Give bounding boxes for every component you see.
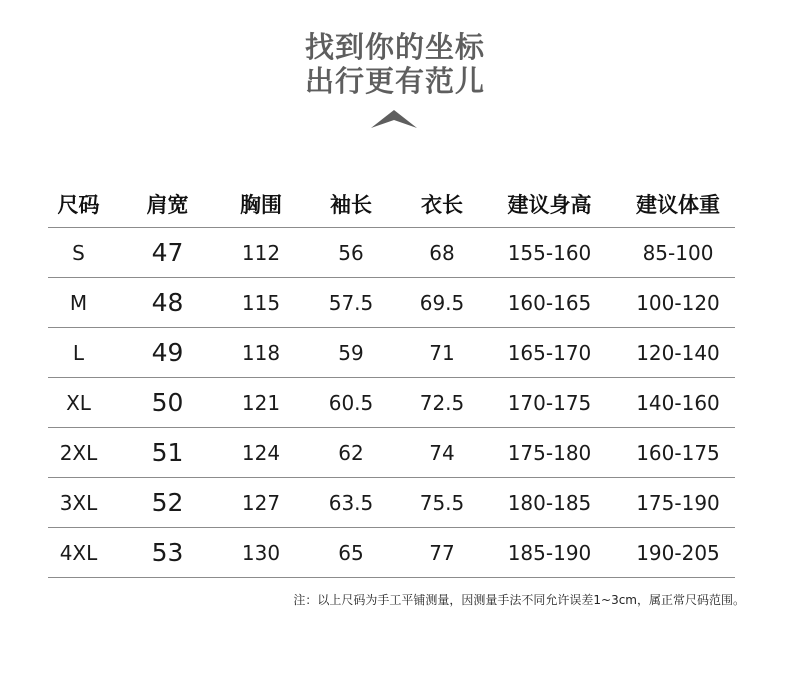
cell-weight: 85-100	[621, 228, 735, 278]
header-size: 尺码	[48, 180, 109, 228]
header-weight: 建议体重	[621, 180, 735, 228]
table-header-row	[48, 180, 735, 228]
cell-length: 75.5	[406, 478, 478, 528]
cell-chest: 124	[226, 428, 296, 478]
cell-size: 3XL	[48, 478, 109, 528]
cell-shoulder: 49	[109, 328, 226, 378]
table-row	[48, 328, 735, 378]
cell-height: 170-175	[478, 378, 621, 428]
cell-weight: 120-140	[621, 328, 735, 378]
cell-length: 68	[406, 228, 478, 278]
cell-size: S	[48, 228, 109, 278]
cell-height: 155-160	[478, 228, 621, 278]
chevron-up-icon	[371, 108, 417, 130]
table-row	[48, 478, 735, 528]
cell-height: 185-190	[478, 528, 621, 578]
header-shoulder: 肩宽	[109, 180, 226, 228]
cell-height: 165-170	[478, 328, 621, 378]
cell-sleeve: 65	[296, 528, 406, 578]
cell-size: XL	[48, 378, 109, 428]
table-row	[48, 278, 735, 328]
cell-size: M	[48, 278, 109, 328]
header-length: 衣长	[406, 180, 478, 228]
cell-sleeve: 57.5	[296, 278, 406, 328]
cell-weight: 100-120	[621, 278, 735, 328]
header-chest: 胸围	[226, 180, 296, 228]
cell-chest: 118	[226, 328, 296, 378]
cell-length: 72.5	[406, 378, 478, 428]
headline	[0, 30, 790, 98]
cell-shoulder: 52	[109, 478, 226, 528]
cell-weight: 140-160	[621, 378, 735, 428]
cell-size: 2XL	[48, 428, 109, 478]
cell-shoulder: 50	[109, 378, 226, 428]
header-height: 建议身高	[478, 180, 621, 228]
table-row	[48, 528, 735, 578]
cell-sleeve: 60.5	[296, 378, 406, 428]
cell-weight: 190-205	[621, 528, 735, 578]
cell-weight: 160-175	[621, 428, 735, 478]
cell-length: 77	[406, 528, 478, 578]
size-chart-table	[48, 180, 735, 578]
cell-chest: 115	[226, 278, 296, 328]
cell-length: 74	[406, 428, 478, 478]
cell-chest: 112	[226, 228, 296, 278]
cell-length: 69.5	[406, 278, 478, 328]
cell-shoulder: 51	[109, 428, 226, 478]
cell-length: 71	[406, 328, 478, 378]
cell-sleeve: 62	[296, 428, 406, 478]
cell-chest: 127	[226, 478, 296, 528]
cell-sleeve: 59	[296, 328, 406, 378]
cell-sleeve: 63.5	[296, 478, 406, 528]
cell-chest: 121	[226, 378, 296, 428]
cell-sleeve: 56	[296, 228, 406, 278]
table-body	[48, 228, 735, 578]
cell-shoulder: 48	[109, 278, 226, 328]
headline-line-2: 出行更有范儿	[304, 64, 485, 98]
cell-height: 160-165	[478, 278, 621, 328]
cell-weight: 175-190	[621, 478, 735, 528]
header-sleeve: 袖长	[296, 180, 406, 228]
cell-height: 175-180	[478, 428, 621, 478]
cell-chest: 130	[226, 528, 296, 578]
table-row	[48, 228, 735, 278]
cell-height: 180-185	[478, 478, 621, 528]
cell-size: L	[48, 328, 109, 378]
headline-line-1: 找到你的坐标	[304, 30, 485, 64]
cell-shoulder: 47	[109, 228, 226, 278]
table-row	[48, 378, 735, 428]
table-row	[48, 428, 735, 478]
cell-shoulder: 53	[109, 528, 226, 578]
measurement-note: 注：以上尺码为手工平铺测量，因测量手法不同允许误差1~3cm，属正常尺码范围。	[293, 593, 745, 607]
cell-size: 4XL	[48, 528, 109, 578]
